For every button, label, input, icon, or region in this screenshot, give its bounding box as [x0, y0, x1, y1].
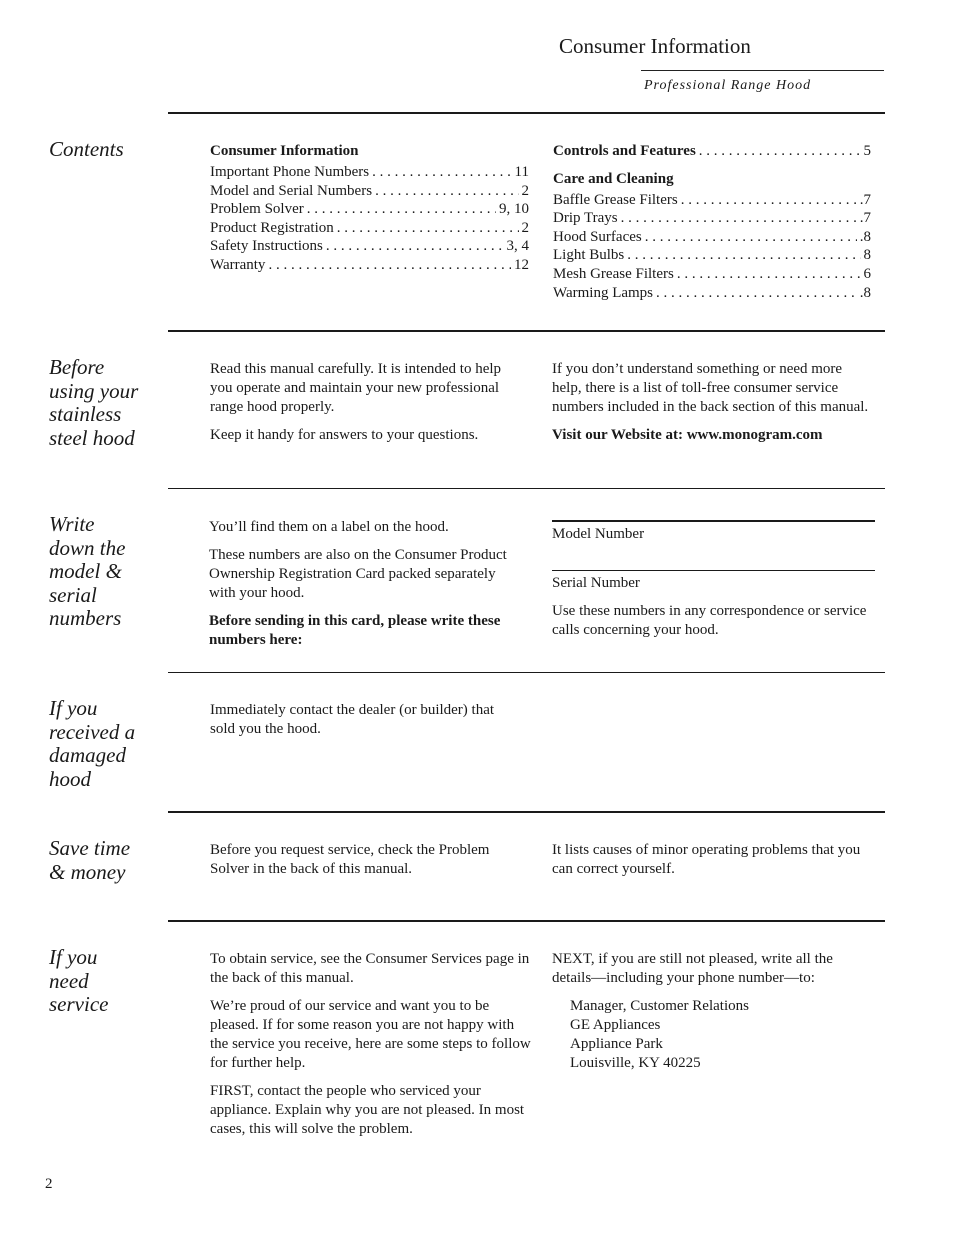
- paragraph: Before you request service, check the Problem Solver in the back of this manual.: [210, 842, 490, 877]
- page-header-subtitle: Professional Range Hood: [644, 78, 812, 93]
- toc-leader-dots: [307, 200, 496, 219]
- toc-entry-label: Controls and Features: [553, 143, 696, 159]
- toc-entry[interactable]: [210, 163, 529, 182]
- toc-entry-page: .8: [859, 284, 871, 301]
- serial-number-field[interactable]: [552, 570, 875, 571]
- toc-heading: Care and Cleaning: [553, 170, 674, 187]
- paragraph: These numbers are also on the Consumer Product Ownership Registration Card packed separately with your hood.: [209, 547, 507, 601]
- paragraph: Immediately contact the dealer (or builder) that sold you the hood.: [210, 702, 495, 737]
- toc-leader-dots: [699, 142, 861, 161]
- toc-leader-dots: [268, 256, 511, 275]
- mailing-address: [552, 997, 872, 1073]
- paragraph: Use these numbers in any correspondence or service calls concerning your hood.: [552, 603, 867, 638]
- paragraph: Read this manual carefully. It is intended to help you operate and maintain your new professional range hood properly.: [210, 361, 502, 415]
- paragraph: We’re proud of our service and want you to be pleased. If for some reason you are not happy with the service you receive, here are some steps to follow for further help.: [210, 998, 531, 1071]
- section-divider: [168, 330, 885, 332]
- service-left-column: [210, 950, 532, 1148]
- toc-entry-label: Warming Lamps: [553, 284, 654, 301]
- service-right-column: [552, 950, 872, 1073]
- toc-leader-dots: [656, 284, 857, 303]
- paragraph: To obtain service, see the Consumer Services page in the back of this manual.: [210, 951, 530, 986]
- section-title-save-time: Save time & money: [49, 836, 131, 884]
- toc-entry[interactable]: [553, 142, 871, 161]
- header-divider: [641, 70, 884, 71]
- toc-entry-page: 2: [521, 219, 529, 236]
- before-right-column: [552, 360, 872, 454]
- page-number: 2: [45, 1176, 53, 1192]
- toc-entry[interactable]: [210, 182, 529, 201]
- toc-entry[interactable]: [210, 219, 529, 238]
- address-line: Appliance Park: [570, 1036, 663, 1052]
- paragraph: If you don’t understand something or need more help, there is a list of toll-free consumer service numbers included in the back section of this manual.: [552, 361, 869, 415]
- toc-entry-label: Model and Serial Numbers: [210, 182, 373, 199]
- toc-entry[interactable]: [553, 228, 871, 247]
- toc-entry-page: 11: [514, 164, 529, 180]
- address-line: GE Appliances: [570, 1017, 661, 1033]
- address-line: Manager, Customer Relations: [570, 998, 749, 1014]
- toc-heading: Consumer Information: [210, 143, 359, 159]
- toc-entry-label: Product Registration: [210, 219, 334, 236]
- toc-entry[interactable]: [553, 265, 871, 284]
- paragraph: Keep it handy for answers to your questions.: [210, 427, 479, 443]
- section-divider: [168, 672, 885, 673]
- toc-entry-page: 9, 10: [499, 201, 529, 218]
- toc-leader-dots: [375, 182, 518, 201]
- toc-leader-dots: [645, 228, 857, 247]
- toc-entry[interactable]: [553, 191, 871, 210]
- write-right-column: [552, 520, 875, 649]
- website-link[interactable]: Visit our Website at: www.monogram.com: [552, 427, 823, 443]
- toc-entry[interactable]: [553, 246, 871, 265]
- toc-leader-dots: [677, 265, 861, 284]
- model-number-label: Model Number: [552, 526, 645, 542]
- paragraph: NEXT, if you are still not pleased, write all the details—including your phone number—to:: [552, 951, 833, 986]
- toc-entry[interactable]: [210, 256, 529, 275]
- paragraph: You’ll find them on a label on the hood.: [209, 519, 449, 535]
- paragraph: Before sending in this card, please write these numbers here:: [209, 613, 501, 648]
- write-left-column: [209, 518, 519, 659]
- save-right-column: [552, 841, 872, 888]
- toc-entry-label: Warranty: [210, 256, 266, 273]
- toc-entry[interactable]: [210, 200, 529, 219]
- contents-right-column: [553, 142, 871, 302]
- toc-entry-page: 2: [521, 182, 529, 199]
- toc-entry-label: Baffle Grease Filters: [553, 191, 678, 208]
- page-header-title: Consumer Information: [559, 34, 751, 58]
- toc-entry-page: 3, 4: [506, 238, 529, 255]
- toc-entry-label: Light Bulbs: [553, 247, 625, 264]
- toc-entry[interactable]: [553, 284, 871, 303]
- toc-entry-label: Problem Solver: [210, 201, 304, 218]
- toc-entry-page: 8: [863, 247, 871, 264]
- toc-leader-dots: [372, 163, 511, 182]
- toc-entry-label: Important Phone Numbers: [210, 164, 370, 180]
- paragraph: It lists causes of minor operating problems that you can correct yourself.: [552, 842, 861, 877]
- section-divider: [168, 488, 885, 489]
- toc-leader-dots: [337, 219, 519, 238]
- section-divider: [168, 811, 885, 813]
- toc-leader-dots: [627, 246, 860, 265]
- contents-left-column: [210, 142, 529, 275]
- section-divider: [168, 112, 885, 114]
- damaged-left-column: [210, 701, 520, 748]
- toc-entry-label: Drip Trays: [553, 210, 618, 227]
- toc-entry-page: .7: [859, 191, 871, 208]
- toc-entry-label: Safety Instructions: [210, 238, 323, 255]
- before-left-column: [210, 360, 510, 454]
- toc-leader-dots: [681, 191, 857, 210]
- toc-entry-label: Mesh Grease Filters: [553, 265, 674, 282]
- toc-entry-page: 12: [514, 256, 529, 273]
- section-divider: [168, 920, 885, 922]
- toc-entry[interactable]: [210, 237, 529, 256]
- toc-entry-page: 6: [863, 265, 871, 282]
- toc-leader-dots: [326, 237, 504, 256]
- toc-leader-dots: [621, 209, 857, 228]
- save-left-column: [210, 841, 525, 888]
- address-line: Louisville, KY 40225: [570, 1055, 701, 1071]
- section-title-before-using: Before using your stainless steel hood: [49, 355, 139, 450]
- section-title-service: If you need service: [49, 945, 109, 1016]
- toc-entry[interactable]: [553, 209, 871, 228]
- toc-entry-label: Hood Surfaces: [553, 228, 642, 245]
- paragraph: FIRST, contact the people who serviced your appliance. Explain why you are not pleased. In most cases, this will solve the problem.: [210, 1083, 525, 1137]
- toc-entry-page: .8: [859, 228, 871, 245]
- toc-entry-page: .7: [859, 210, 871, 227]
- section-title-write-numbers: Write down the model & serial numbers: [49, 512, 126, 630]
- section-title-contents: Contents: [49, 137, 124, 161]
- section-title-damaged: If you received a damaged hood: [49, 696, 136, 791]
- toc-entry-page: 5: [863, 143, 871, 159]
- model-number-field[interactable]: [552, 520, 875, 522]
- serial-number-label: Serial Number: [552, 575, 640, 591]
